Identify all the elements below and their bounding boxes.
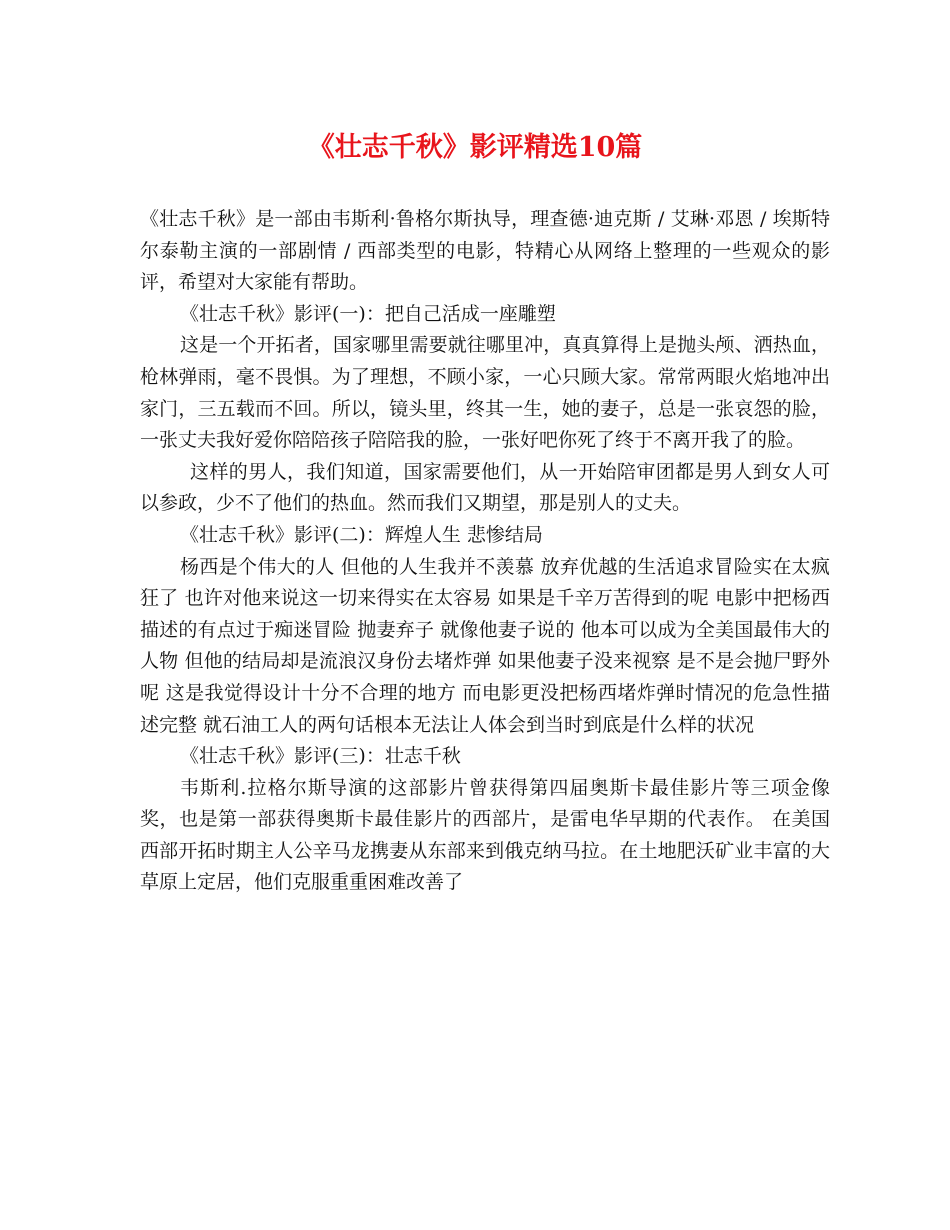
- body-paragraph: 杨西是个伟大的人 但他的人生我并不羡慕 放弃优越的生活追求冒险实在太疯狂了 也许对他来说这一切来得实在太容易 如果是千辛万苦得到的呢 电影中把杨西描述的有点过于痴迷冒险 抛妻弃子 就像他妻子说的 他本可以成为全美国最伟大的人物 但他的结局却是流浪汉身份去堵炸弹 如果他妻子没来视察 是不是会抛尸野外呢 这是我觉得设计十分不合理的地方 而电影更没把杨西堵炸弹时情况的危急性描述完整 就石油工人的两句话根本无法让人体会到当时到底是什么样的状况: [140, 555, 830, 736]
- review-heading: 《壮志千秋》影评(一)：把自己活成一座雕塑: [180, 302, 556, 325]
- body-paragraph: 这样的男人，我们知道，国家需要他们，从一开始陪审团都是男人到女人可以参政，少不了他们的热血。然而我们又期望，那是别人的丈夫。: [140, 460, 830, 515]
- intro-paragraph: 《壮志千秋》是一部由韦斯利·鲁格尔斯执导，理查德·迪克斯 / 艾琳·邓恩 / 埃斯特尔泰勒主演的一部剧情 / 西部类型的电影，特精心从网络上整理的一些观众的影评，希望对大家能有帮助。: [140, 208, 830, 294]
- document-body: [140, 204, 830, 899]
- review-heading: 《壮志千秋》影评(三)：壮志千秋: [180, 745, 461, 768]
- document-title: 《壮志千秋》影评精选10篇: [307, 132, 643, 163]
- body-paragraph: 韦斯利.拉格尔斯导演的这部影片曾获得第四届奥斯卡最佳影片等三项金像奖，也是第一部获得奥斯卡最佳影片的西部片，是雷电华早期的代表作。 在美国西部开拓时期主人公辛马龙携妻从东部来到俄克纳马拉。在土地肥沃矿业丰富的大草原上定居，他们克服重重困难改善了: [140, 776, 830, 894]
- review-heading: 《壮志千秋》影评(二)：辉煌人生 悲惨结局: [180, 523, 543, 546]
- body-paragraph: 这是一个开拓者，国家哪里需要就往哪里冲，真真算得上是抛头颅、洒热血，枪林弹雨，毫不畏惧。为了理想，不顾小家，一心只顾大家。常常两眼火焰地冲出家门，三五载而不回。所以，镜头里，终其一生，她的妻子，总是一张哀怨的脸，一张丈夫我好爱你陪陪孩子陪陪我的脸，一张好吧你死了终于不离开我了的脸。: [140, 334, 830, 452]
